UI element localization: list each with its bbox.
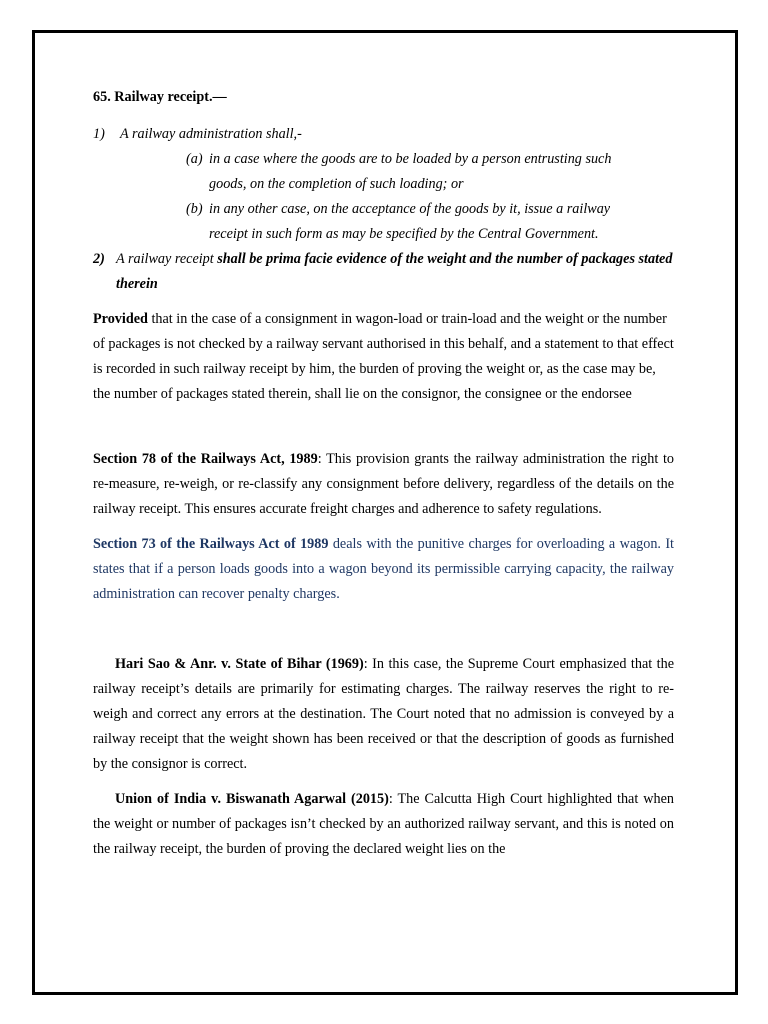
section-65-item-1 [93, 122, 674, 147]
case-hari-sao-label: Hari Sao & Anr. v. State of Bihar (1969) [115, 656, 364, 672]
case-biswanath-label: Union of India v. Biswanath Agarwal (2015) [115, 791, 389, 807]
sub-a-label: (a) [186, 151, 203, 167]
section-73-label: Section 73 of the Railways Act of 1989 [93, 536, 329, 552]
item-2-text-plain: A railway receipt [116, 251, 218, 267]
document-body [93, 86, 674, 862]
case-hari-sao-text: : In this case, the Supreme Court emphasized that the railway receipt’s details are primarily for estimating charges. The railway reserves the right to re-weigh and correct any errors at the destination. The Court noted that no admission is conveyed by a railway receipt that the weight shown has been received or that the description of goods as furnished by the consignor is correct. [93, 656, 675, 772]
case-biswanath-text: : The Calcutta High Court highlighted that when the weight or number of packages isn’t checked by an authorized railway servant, and this is noted on the railway receipt, the burden of proving the declared weight lies on the [93, 791, 674, 857]
sub-b-line-2: receipt in such form as may be specified by the Central Government. [209, 226, 599, 242]
proviso-label: Provided [93, 311, 148, 327]
item-1-sub-b [93, 197, 674, 247]
item-1-text: A railway administration shall,- [120, 126, 302, 142]
sub-b-line-1: in any other case, on the acceptance of the goods by it, issue a railway [209, 201, 611, 217]
item-2-text-bold: shall be prima facie evidence of the weight and the number of packages stated therein [116, 251, 673, 292]
sub-b-label: (b) [186, 201, 203, 217]
item-1-number: 1) [93, 126, 105, 142]
proviso-text: that in the case of a consignment in wagon-load or train-load and the weight or the number of packages is not checked by a railway servant authorised in this behalf, and a statement to that effect is recorded in such railway receipt by him, the burden of proving the weight or, as the case may be, the number of packages stated therein, shall lie on the consignor, the consignee or the endorsee [93, 311, 674, 402]
section-78-text: : This provision grants the railway administration the right to re-measure, re-weigh, or re-classify any consignment before delivery, regardless of the details on the railway receipt. This ensures accurate freight charges and adherence to safety regulations. [93, 451, 674, 517]
case-biswanath-paragraph [93, 787, 674, 862]
item-1-sub-a [93, 147, 674, 197]
case-hari-sao-paragraph [93, 652, 674, 777]
item-2-number: 2) [93, 251, 105, 267]
section-78-label: Section 78 of the Railways Act, 1989 [93, 451, 318, 467]
section-65-item-2 [93, 247, 674, 297]
section-73-text: deals with the punitive charges for overloading a wagon. It states that if a person loads goods into a wagon beyond its permissible carrying capacity, the railway administration can recover penalty charges. [93, 536, 674, 602]
proviso-paragraph [93, 307, 674, 407]
sub-a-line-1: in a case where the goods are to be loaded by a person entrusting such [209, 151, 612, 167]
section-65-heading: 65. Railway receipt.— [93, 89, 227, 105]
section-73-paragraph [93, 532, 674, 607]
sub-a-line-2: goods, on the completion of such loading; or [209, 176, 464, 192]
section-78-paragraph [93, 447, 674, 522]
